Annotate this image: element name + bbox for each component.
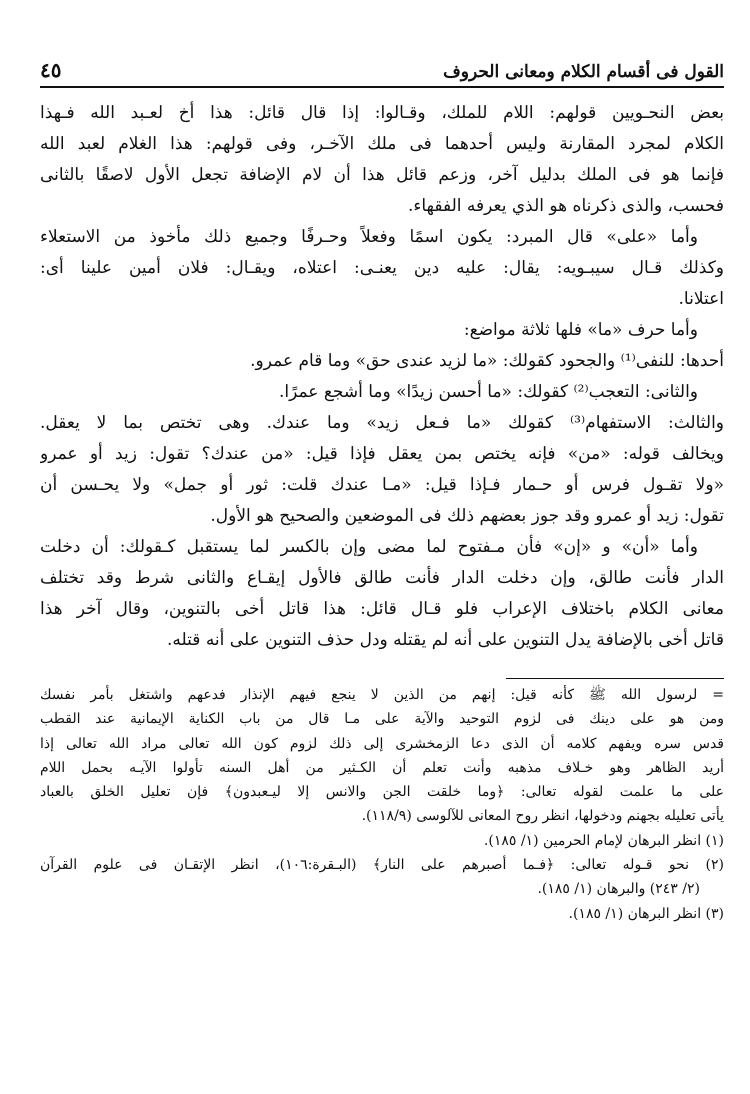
footnotes [40,683,724,926]
body-line: وأما «أن» و «إن» فأن مـفتوح لما مضى وإن بالكسر لما يستقبل كـقولك: أن دخلت [40,537,698,557]
body-line: ويخالف قوله: «من» فإنه يختص بمن يعقل فإذا قيل: «من عندك؟ تقول: زيد أو عمرو [40,444,724,464]
page-number: ٤٥ [40,58,62,82]
body-line: وأما «على» قال المبرد: يكون اسمًا وفعلاً وحـرفًا وجميع ذلك مأخوذ من الاستعلاء [40,227,698,247]
body-line: قاتل أخى بالإضافة يدل التنوين على أنه لم يقتله ودل حذف التنوين على أنه قتله. [167,630,724,650]
body-line: أحدها: للنفى⁽¹⁾ والجحود كقولك: «ما لزيد عندى حق» وما قام عمرو. [250,351,724,371]
body-line: الدار فأنت طالق، وإن دخلت الدار فأنت طالق فالأول إيقـاع والثانى شرط وقد تختلف [40,568,724,588]
footnote-2: (٢) نحو قـوله تعالى: ﴿فـما أصبرهم على النار﴾ (البـقرة:١٠٦)، انظر الإتقـان فى علوم القرآن [40,857,724,874]
page-header [40,42,724,88]
body-line: فإنما هو فى الملك بدليل آخر، وزعم قائل هذا أن لام الإضافة تجعل الأول لاصقًا بالثانى [40,165,724,185]
book-page [40,42,724,1062]
body-line: والثالث: الاستفهام⁽³⁾ كقولك «ما فـعل زيد» وما عندك. وهى تختص بما لا يعقل. [40,413,724,433]
body-line: الكلام لمجرد المقارنة وليس أحدهما فى ملك الآخـر، وفى قولهم: هذا الغلام لعبد الله [40,134,724,154]
body-line: والثانى: التعجب⁽²⁾ كقولك: «ما أحسن زيدًا» وما أشجع عمرًا. [278,382,698,402]
footnote-line: يأتى تعليله بجهنم ودخولها، انظر روح المعانى للآلوسى (١١٨/٩). [361,808,724,825]
body-line: بعض النحـويين قولهم: اللام للملك، وقـالوا: إذا قال قائل: هذا أخ لعـبد الله فـهذا [40,103,724,123]
body-line: وأما حرف «ما» فلها ثلاثة مواضع: [463,320,698,340]
body-text [40,98,724,656]
footnote-line: على ما علمت لقوله تعالى: ﴿وما خلقت الجن والانس إلا ليـعبدون﴾ فإن تعليل الخلق بالعباد [40,784,724,801]
body-line: وكذلك قـال سيبـويه: يقال: عليه دين يعنـى: اعتلاه، ويقـال: فلان أمين علينا أى: [40,258,724,278]
footnote-3: (٣) انظر البرهان (١/ ١٨٥). [568,905,724,922]
footnote-line: = لرسول الله ﷺ كأنه قيل: إنهم من الذين لا ينجع فيهم الإنذار فدعهم واشتغل بأمر نفسك [40,687,724,703]
body-line: فحسب، والذى ذكرناه هو الذي يعرفه الفقهاء. [407,196,724,216]
footnote-1: (١) انظر البرهان لإمام الحرمين (١/ ١٨٥). [483,832,724,849]
footnote-line: ومن هو على دينك فى لزوم التوحيد والآية على مـا قال من باب الكناية الإيمانية عند القطب [40,711,724,728]
footnote-line: قدس سره ويفهم كلامه أن الذى دعا الزمخشرى إلى ذلك لزوم كون الله تعالى مراد الله تعالى إذا [40,735,724,752]
body-line: معانى الكلام باختلاف الإعراب فلو قـال قائل: هذا قاتل أخى بالتنوين، وقال آخر هذا [40,599,724,619]
body-line: «ولا تقـول فرس أو حـمار فـإذا قيل: «مـا عندك قلت: ثور أو جمل» ولا يحـسن أن [40,475,724,495]
body-line: اعتلانا. [678,289,724,309]
footnote-line: أريد الظاهر وهو خـلاف مذهبه وأنت تعلم أن الكـثير من أهل السنه تأولوا الآيـه بحمل اللام [40,759,724,776]
running-title: القول فى أقسام الكلام ومعانى الحروف [443,62,724,82]
footnote-separator [506,678,724,679]
body-line: تقول: زيد أو عمرو وقد جوز بعضهم ذلك فى الموضعين والصحيح هو الأول. [210,506,724,526]
footnote-2-continued: (٢/ ٢٤٣) والبرهان (١/ ١٨٥). [537,881,700,898]
